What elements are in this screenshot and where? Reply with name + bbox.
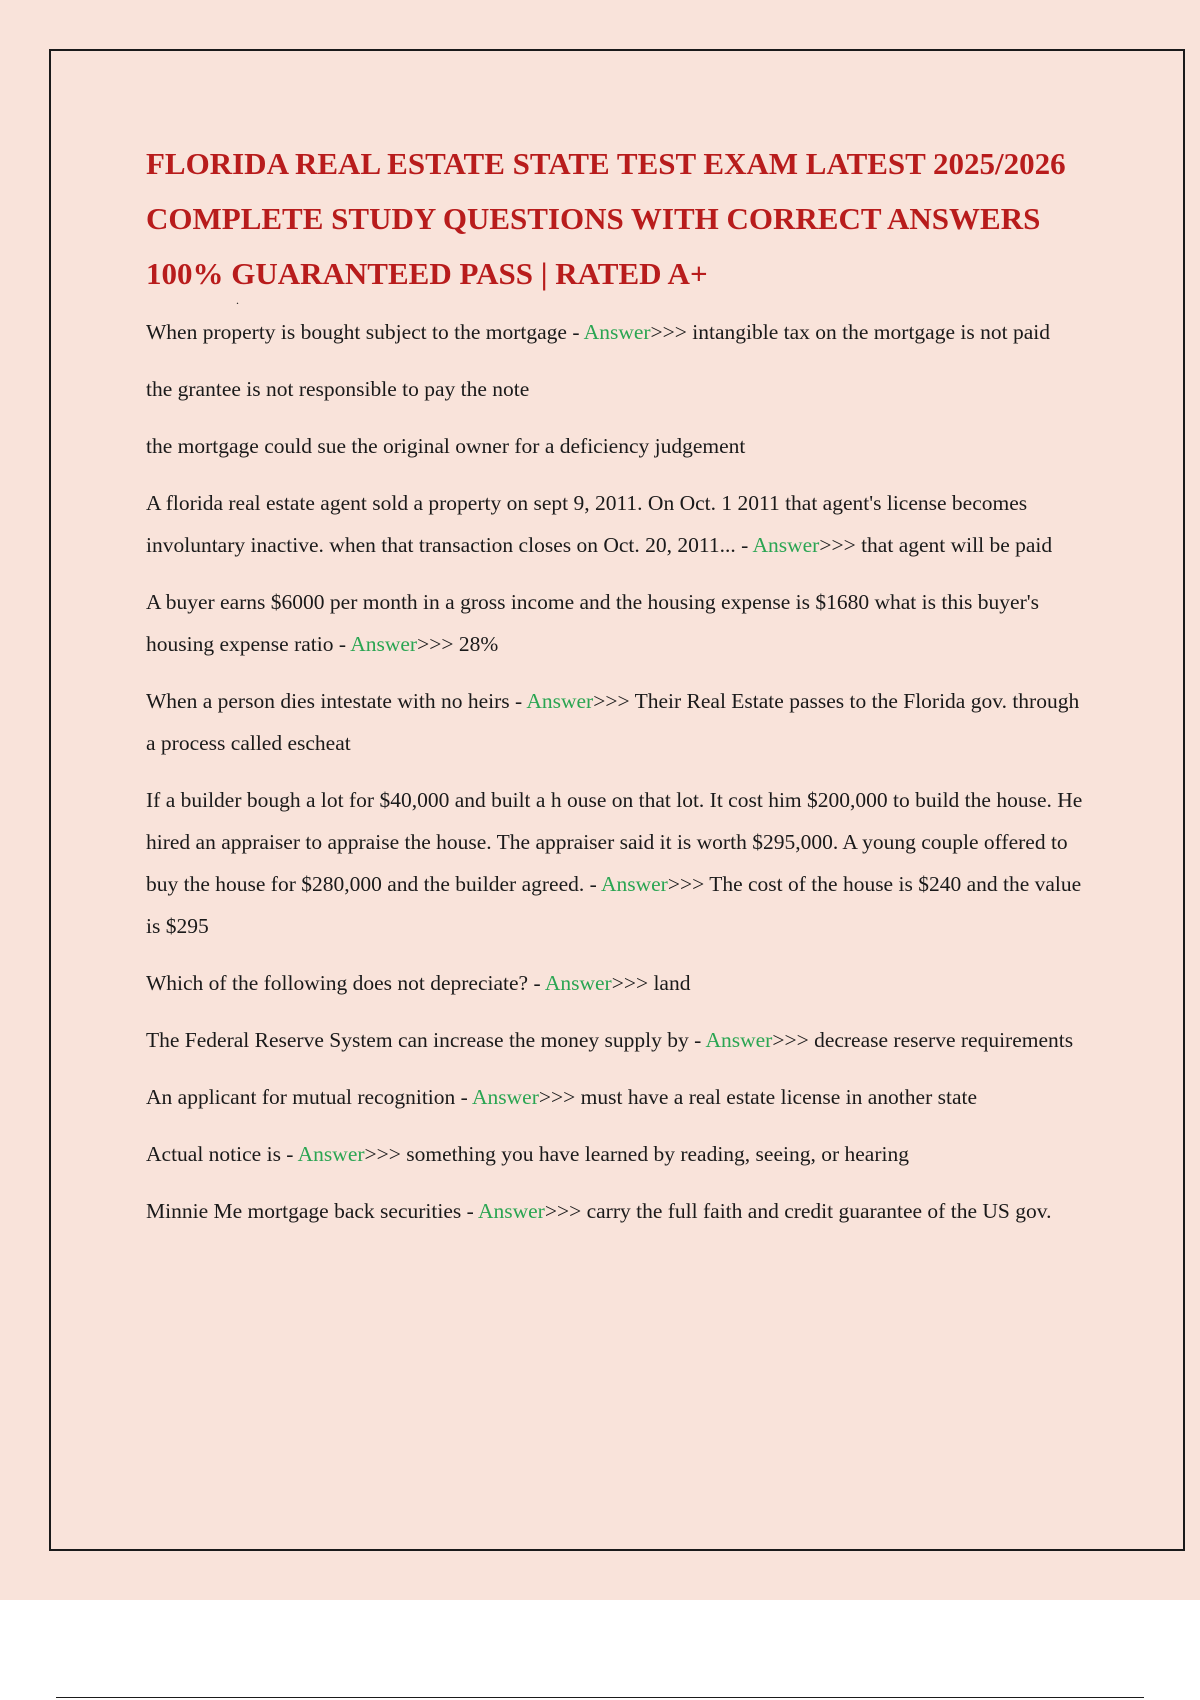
- answer-label: Answer: [600, 872, 668, 896]
- question-text: When property is bought subject to the mortgage -: [146, 320, 584, 344]
- question-text: Which of the following does not depreciate? -: [146, 971, 545, 995]
- answer-continuation: the mortgage could sue the original owner for a deficiency judgement: [146, 434, 746, 458]
- qa-item: [146, 1133, 1086, 1175]
- answer-label: Answer: [752, 533, 820, 557]
- answer-label: Answer: [705, 1028, 773, 1052]
- qa-item: [146, 581, 1086, 665]
- qa-item: [146, 962, 1086, 1004]
- answer-label: Answer: [544, 971, 612, 995]
- answer-continuation: the grantee is not responsible to pay the note: [146, 377, 530, 401]
- answer-label: Answer: [350, 632, 418, 656]
- footer-divider: [56, 1697, 1144, 1698]
- question-text: If a builder bough a lot for $40,000 and built a h ouse on that lot. It cost him $200,000 to build the house. He hired an appraiser to appraise the house. The appraiser said it is worth $295,000. A young couple offered to buy the house for $280,000 and the builder agreed. -: [146, 788, 1083, 896]
- qa-item: [146, 1076, 1086, 1118]
- question-text: A florida real estate agent sold a property on sept 9, 2011. On Oct. 1 2011 that agent's license becomes involuntary inactive. when that transaction closes on Oct. 20, 2011... -: [146, 491, 1028, 557]
- document-body: [146, 136, 1086, 1247]
- qa-item: [146, 1190, 1086, 1232]
- qa-item: [146, 680, 1086, 764]
- qa-list: [146, 311, 1086, 1232]
- document-title: FLORIDA REAL ESTATE STATE TEST EXAM LATEST 2025/2026 COMPLETE STUDY QUESTIONS WITH CORRECT ANSWERS 100% GUARANTEED PASS | RATED A+: [146, 146, 1066, 291]
- answer-label: Answer: [297, 1142, 365, 1166]
- qa-item: [146, 311, 1086, 353]
- question-text: Minnie Me mortgage back securities -: [146, 1199, 478, 1223]
- question-text: The Federal Reserve System can increase the money supply by -: [146, 1028, 706, 1052]
- answer-text: >>> carry the full faith and credit guarantee of the US gov.: [544, 1199, 1052, 1223]
- answer-label: Answer: [477, 1199, 545, 1223]
- qa-item: [146, 1019, 1086, 1061]
- answer-text: >>> decrease reserve requirements: [772, 1028, 1074, 1052]
- qa-item: [146, 779, 1086, 947]
- question-text: Actual notice is -: [146, 1142, 298, 1166]
- stray-mark: .: [236, 293, 239, 307]
- answer-label: Answer: [472, 1085, 539, 1109]
- qa-item: [146, 425, 1086, 467]
- answer-text: >>> something you have learned by reading, seeing, or hearing: [364, 1142, 909, 1166]
- answer-text: >>> Their Real Estate passes to the Florida gov. through a process called escheat: [146, 689, 1080, 755]
- answer-text: >>> land: [611, 971, 691, 995]
- answer-text: >>> intangible tax on the mortgage is not paid: [650, 320, 1050, 344]
- answer-label: Answer: [583, 320, 651, 344]
- question-text: When a person dies intestate with no heirs -: [146, 689, 527, 713]
- qa-item: [146, 482, 1086, 566]
- answer-text: >>> must have a real estate license in another state: [538, 1085, 978, 1109]
- question-text: A buyer earns $6000 per month in a gross income and the housing expense is $1680 what is this buyer's housing expense ratio -: [146, 590, 1039, 656]
- answer-text: >>> The cost of the house is $240 and the value is $295: [146, 872, 1082, 938]
- answer-text: >>> that agent will be paid: [819, 533, 1053, 557]
- qa-item: [146, 368, 1086, 410]
- answer-text: >>> 28%: [417, 632, 499, 656]
- answer-label: Answer: [526, 689, 594, 713]
- question-text: An applicant for mutual recognition -: [146, 1085, 472, 1109]
